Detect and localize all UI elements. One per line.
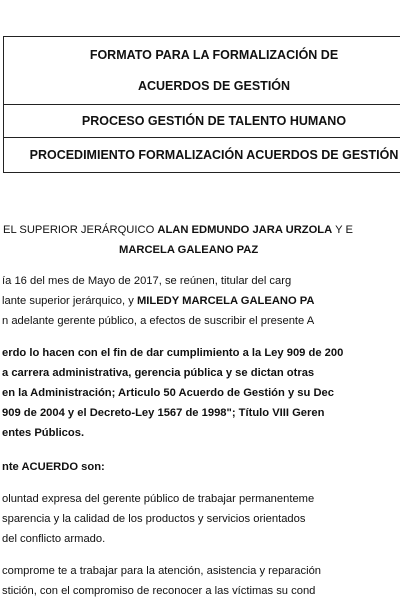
paragraph-meeting-line3: n adelante gerente público, a efectos de suscribir el presente A — [2, 315, 315, 327]
header-procedure-cell: PROCEDIMIENTO FORMALIZACIÓN ACUERDOS DE GESTIÓN — [29, 148, 399, 162]
paragraph-legal-line1: erdo lo hacen con el fin de dar cumplimiento a la Ley 909 de 200 — [2, 347, 344, 359]
paragraph-parties-line1 — [3, 221, 353, 240]
document-header — [3, 36, 400, 173]
paragraph-commit-line1: comprome te a trabajar para la atención, asistencia y reparación — [2, 565, 322, 577]
header-process-cell: PROCESO GESTIÓN DE TALENTO HUMANO — [4, 105, 400, 138]
text-run: lante superior jerárquico, y — [2, 295, 137, 307]
paragraph-legal-line4: 909 de 2004 y el Decreto-Ley 1567 de 1998"; Título VIII Geren — [2, 407, 325, 419]
header-title-cell — [4, 37, 400, 105]
paragraph-will-line1: oluntad expresa del gerente público de trabajar permanenteme — [2, 493, 315, 505]
manager-name: MILEDY MARCELA GALEANO PA — [136, 295, 315, 307]
paragraph-will-line2: sparencia y la calidad de los productos y servicios orientados — [2, 513, 306, 525]
text-run: Y E — [332, 224, 353, 236]
header-title-line2: ACUERDOS DE GESTIÓN — [137, 79, 291, 93]
paragraph-meeting-line1: ía 16 del mes de Mayo de 2017, se reúnen, titular del carg — [2, 275, 292, 287]
paragraph-legal-line3: en la Administración; Articulo 50 Acuerdo de Gestión y su Dec — [2, 387, 334, 399]
paragraph-commit-line2: stición, con el compromiso de reconocer a las víctimas su cond — [2, 585, 316, 597]
paragraph-will-line3: del conflicto armado. — [2, 533, 106, 545]
manager-name-line: MARCELA GALEANO PAZ — [119, 244, 259, 256]
header-title-line1: FORMATO PARA LA FORMALIZACIÓN DE — [89, 48, 339, 62]
section-heading: nte ACUERDO son: — [2, 461, 105, 473]
paragraph-meeting-line2 — [2, 292, 315, 311]
superior-name: ALAN EDMUNDO JARA URZOLA — [157, 224, 333, 236]
paragraph-legal-line2: a carrera administrativa, gerencia pública y se dictan otras — [2, 367, 315, 379]
text-run: EL SUPERIOR JERÁRQUICO — [3, 224, 158, 236]
paragraph-legal-line5: entes Públicos. — [2, 427, 85, 439]
